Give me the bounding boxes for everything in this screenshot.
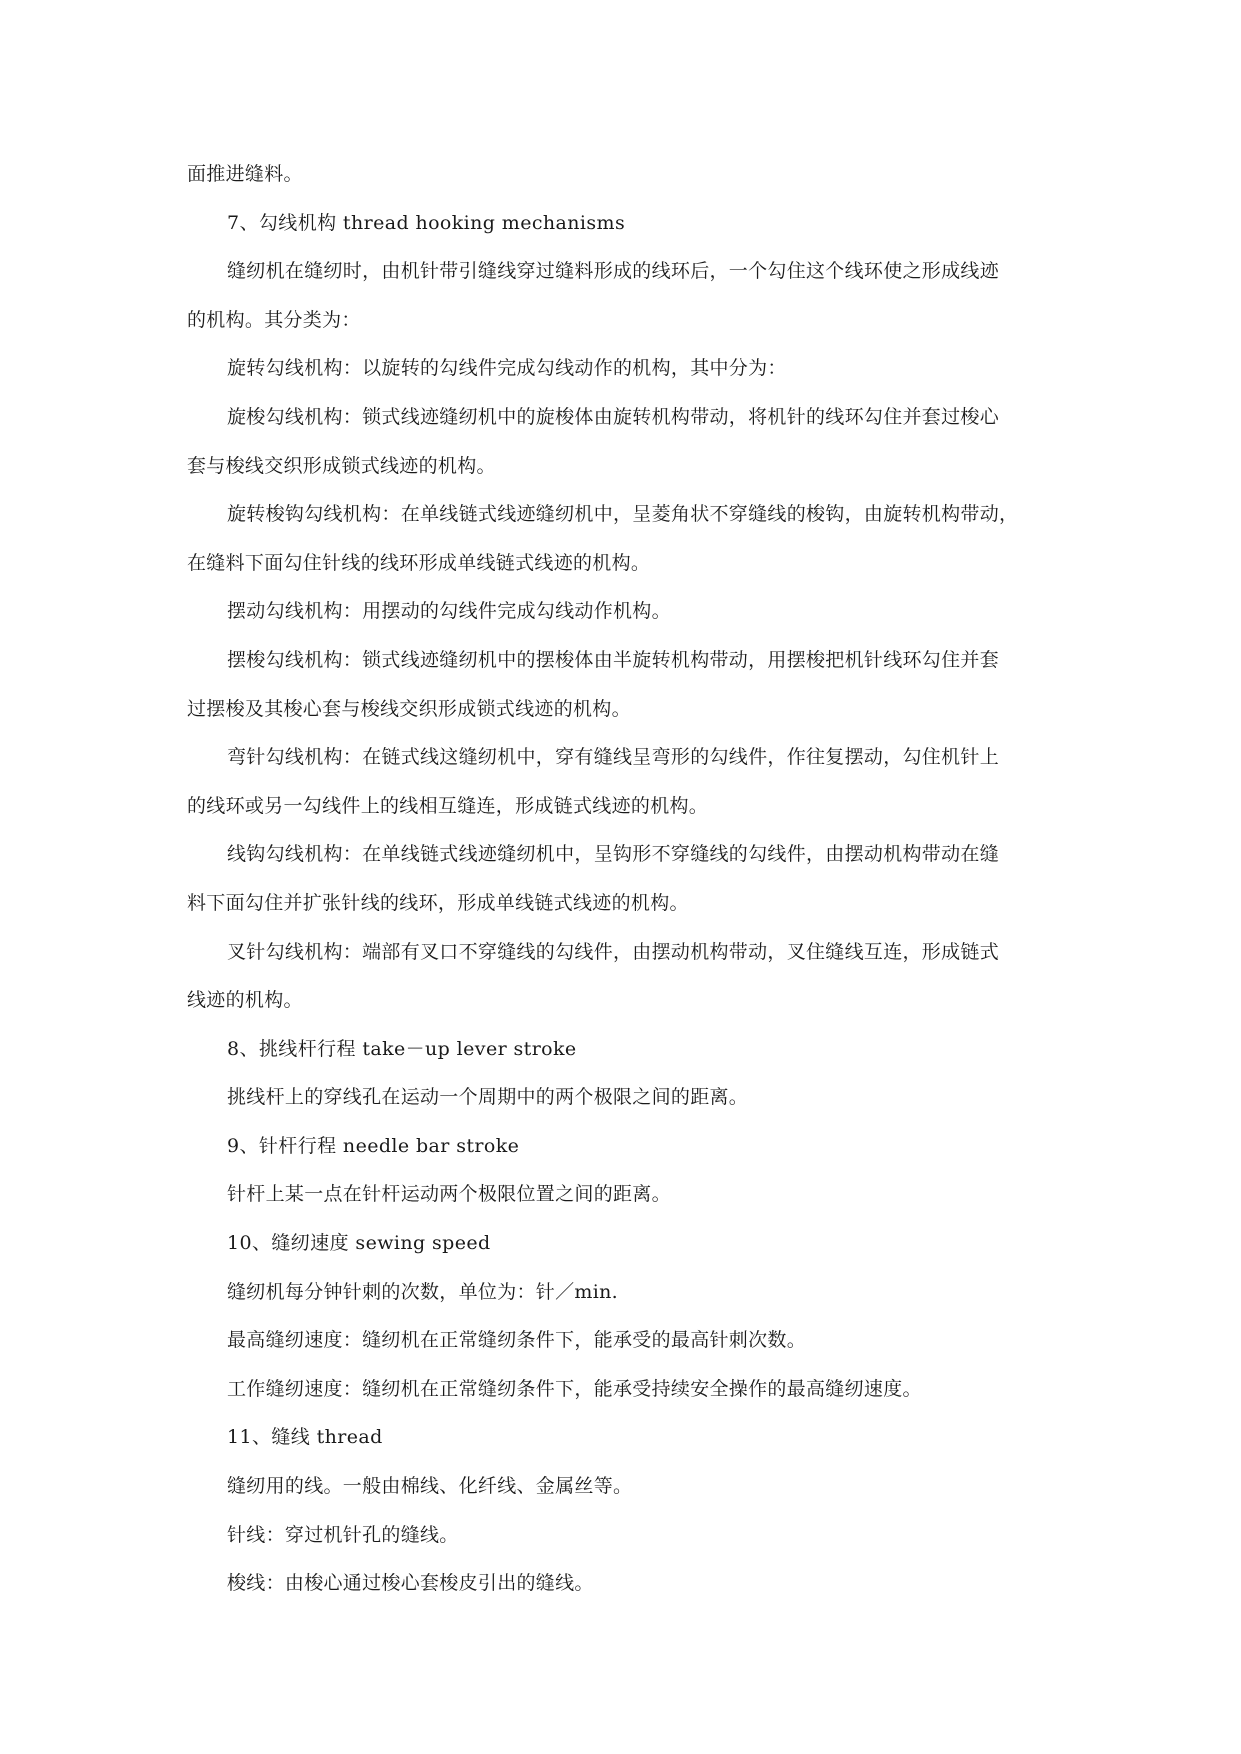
section-heading: 8、挑线杆行程 take－up lever stroke [227, 1037, 577, 1060]
text-line: 的线环或另一勾线件上的线相互缝连，形成链式线迹的机构。 [187, 794, 709, 817]
text-line: 套与梭线交织形成锁式线迹的机构。 [187, 454, 496, 477]
section-heading: 10、缝纫速度 sewing speed [227, 1232, 491, 1255]
text-line: 摆梭勾线机构：锁式线迹缝纫机中的摆梭体由半旋转机构带动，用摆梭把机针线环勾住并套 [227, 648, 1000, 671]
section-heading: 11、缝线 thread [227, 1426, 383, 1449]
text-line: 挑线杆上的穿线孔在运动一个周期中的两个极限之间的距离。 [227, 1086, 749, 1109]
text-line: 缝纫机在缝纫时，由机针带引缝线穿过缝料形成的线环后，一个勾住这个线环使之形成线迹 [227, 260, 1000, 283]
text-line: 线迹的机构。 [187, 989, 303, 1012]
document-body [187, 150, 1057, 1608]
text-line: 在缝料下面勾住针线的线环形成单线链式线迹的机构。 [187, 551, 651, 574]
text-line: 旋梭勾线机构：锁式线迹缝纫机中的旋梭体由旋转机构带动，将机针的线环勾住并套过梭心 [227, 405, 1000, 428]
text-line: 过摆梭及其梭心套与梭线交织形成锁式线迹的机构。 [187, 697, 631, 720]
text-line: 旋转勾线机构：以旋转的勾线件完成勾线动作的机构，其中分为： [227, 357, 787, 380]
text-line: 旋转梭钩勾线机构：在单线链式线迹缝纫机中，呈菱角状不穿缝线的梭钩，由旋转机构带动， [227, 503, 1019, 526]
text-line: 面推进缝料。 [187, 163, 303, 185]
section-heading: 9、针杆行程 needle bar stroke [227, 1134, 520, 1157]
text-line: 料下面勾住并扩张针线的线环，形成单线链式线迹的机构。 [187, 891, 689, 914]
text-line: 缝纫用的线。一般由棉线、化纤线、金属丝等。 [227, 1475, 633, 1498]
text-line: 梭线：由梭心通过梭心套梭皮引出的缝线。 [227, 1572, 594, 1595]
text-line: 叉针勾线机构：端部有叉口不穿缝线的勾线件，由摆动机构带动，叉住缝线互连，形成链式 [227, 940, 1000, 963]
text-line: 线钩勾线机构：在单线链式线迹缝纫机中，呈钩形不穿缝线的勾线件，由摆动机构带动在缝 [227, 843, 1000, 866]
text-line: 工作缝纫速度：缝纫机在正常缝纫条件下，能承受持续安全操作的最高缝纫速度。 [227, 1377, 922, 1400]
text-line: 最高缝纫速度：缝纫机在正常缝纫条件下，能承受的最高针刺次数。 [227, 1329, 807, 1352]
text-line: 缝纫机每分钟针刺的次数，单位为：针／min. [227, 1280, 618, 1303]
text-line: 摆动勾线机构：用摆动的勾线件完成勾线动作机构。 [227, 600, 671, 623]
text-line: 针线：穿过机针孔的缝线。 [227, 1523, 459, 1546]
text-line: 弯针勾线机构：在链式线这缝纫机中，穿有缝线呈弯形的勾线件，作往复摆动，勾住机针上 [227, 746, 1000, 769]
section-heading: 7、勾线机构 thread hooking mechanisms [227, 211, 626, 234]
text-line: 的机构。其分类为： [187, 308, 361, 331]
text-line: 针杆上某一点在针杆运动两个极限位置之间的距离。 [227, 1183, 671, 1206]
